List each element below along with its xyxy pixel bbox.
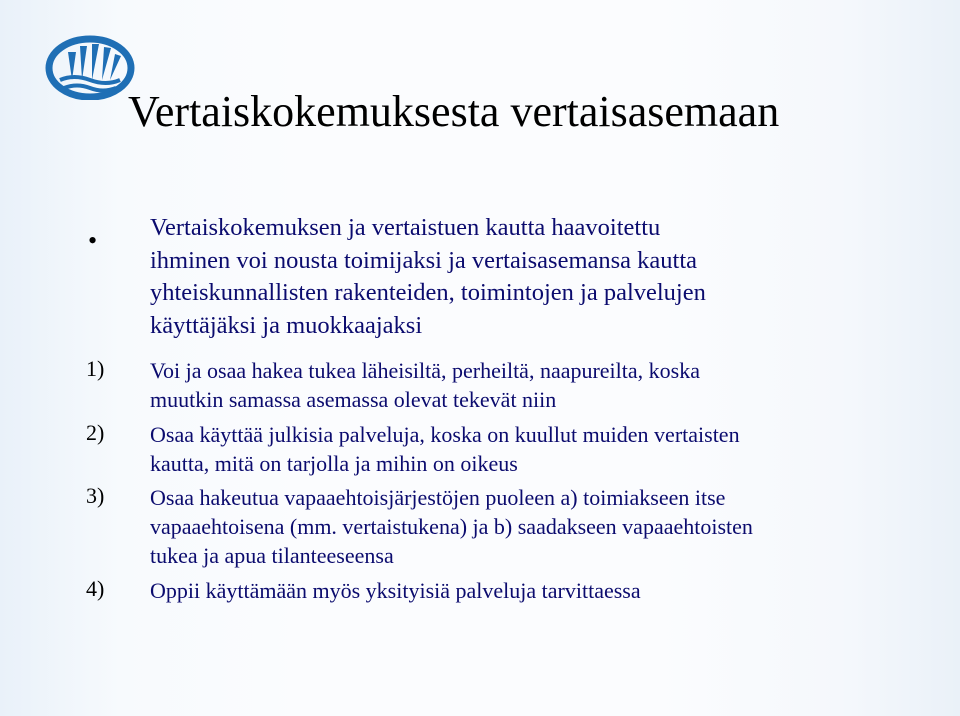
slide-title: Vertaiskokemuksesta vertaisasemaan (128, 87, 780, 136)
item-line: Voi ja osaa hakea tukea läheisiltä, perheiltä, naapureilta, koska (150, 358, 700, 383)
item-4-marker: 4) (86, 576, 105, 601)
item-3-text (150, 483, 753, 570)
item-2-text (150, 420, 740, 478)
item-line: Osaa käyttää julkisia palveluja, koska on kuullut muiden vertaisten (150, 422, 740, 447)
item-2-marker: 2) (86, 420, 105, 445)
main-bullet-line: Vertaiskokemuksen ja vertaistuen kautta haavoitettu (150, 214, 661, 241)
item-line: muutkin samassa asemassa olevat tekevät niin (150, 387, 557, 412)
main-bullet-line: käyttäjäksi ja muokkaajaksi (150, 311, 423, 339)
main-bullet-line: yhteiskunnallisten rakenteiden, toimintojen ja palvelujen (150, 279, 706, 306)
item-1-text (150, 356, 700, 414)
main-bullet-text (150, 212, 706, 342)
item-4-text (150, 576, 641, 605)
item-3-marker: 3) (86, 483, 105, 508)
main-bullet-line: ihminen voi nousta toimijaksi ja vertaisasemansa kautta (150, 246, 698, 274)
item-line: Osaa hakeutua vapaaehtoisjärjestöjen puoleen a) toimiakseen itse (150, 485, 726, 510)
item-line: kautta, mitä on tarjolla ja mihin on oikeus (150, 451, 518, 476)
item-line: Oppii käyttämään myös yksityisiä palveluja tarvittaessa (150, 578, 641, 603)
bullet-marker: • (88, 226, 98, 255)
item-1-marker: 1) (86, 356, 105, 381)
item-line: tukea ja apua tilanteeseensa (150, 543, 394, 568)
item-line: vapaaehtoisena (mm. vertaistukena) ja b) saadakseen vapaaehtoisten (150, 514, 753, 539)
organization-logo-icon (44, 28, 136, 100)
